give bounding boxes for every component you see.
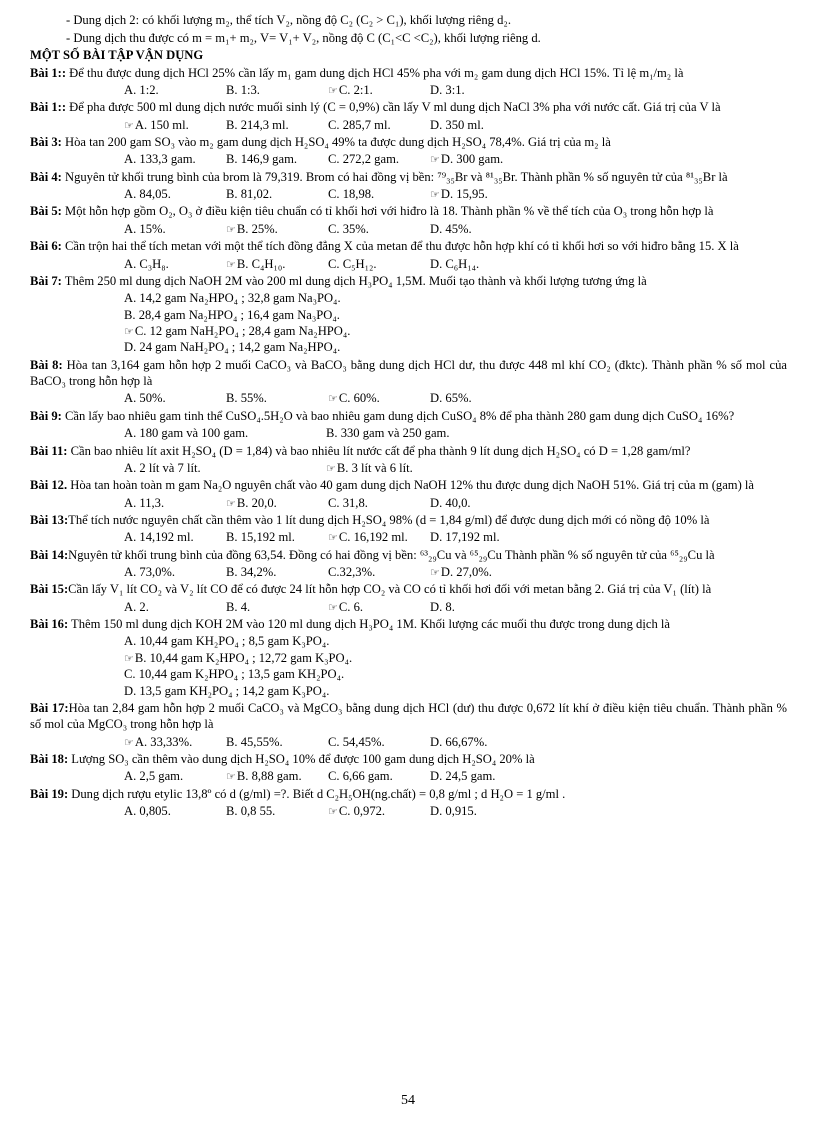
answer-option xyxy=(124,633,787,649)
pointing-hand-icon: ☞ xyxy=(226,258,236,271)
question xyxy=(30,477,787,493)
answer-option-text: D. 27,0%. xyxy=(440,565,492,580)
answer-options xyxy=(124,529,787,545)
question-text: Thêm 250 ml dung dịch NaOH 2M vào 200 ml dung dịch H₃PO₄ 1,5M. Muối tạo thành và khối lượng tương ứng là xyxy=(61,273,647,288)
question-label: Bài 19: xyxy=(30,786,69,801)
answer-option-text: A. 180 gam và 100 gam. xyxy=(124,426,249,441)
answer-option-text: A. 150 ml. xyxy=(134,117,189,132)
answer-option-text: C. 60%. xyxy=(338,391,380,406)
answer-option-text: B. 25%. xyxy=(236,221,278,236)
answer-options xyxy=(124,495,787,511)
answer-option xyxy=(430,564,532,580)
answer-option-text: B. 330 gam và 250 gam. xyxy=(326,426,450,441)
answer-option-text: D. 66,67%. xyxy=(430,734,488,749)
answer-option xyxy=(226,564,328,580)
answer-options xyxy=(124,803,787,819)
answer-option-text: D. 24 gam NaH₂PO₄ ; 14,2 gam Na₂HPO₄. xyxy=(124,340,341,355)
answer-options xyxy=(124,734,787,750)
answer-option xyxy=(124,290,787,306)
question xyxy=(30,134,787,150)
question xyxy=(30,99,787,115)
pointing-hand-icon: ☞ xyxy=(326,462,336,475)
question xyxy=(30,238,787,254)
question xyxy=(30,751,787,767)
answer-option xyxy=(226,221,328,237)
pointing-hand-icon: ☞ xyxy=(226,771,236,784)
answer-option-text: C. 12 gam NaH₂PO₄ ; 28,4 gam Na₂HPO₄. xyxy=(134,324,351,338)
question-label: Bài 9: xyxy=(30,408,62,423)
answer-option-text: A. C₃H₈. xyxy=(124,256,169,271)
answer-option-text: B. 4. xyxy=(226,599,251,614)
answer-option xyxy=(328,734,430,750)
answer-option xyxy=(124,425,326,441)
question xyxy=(30,203,787,219)
answer-option xyxy=(226,186,328,202)
answer-option-text: C. 16,192 ml. xyxy=(338,530,408,545)
question-label: Bài 12. xyxy=(30,478,68,493)
answer-option xyxy=(226,495,328,511)
answer-options xyxy=(124,460,787,476)
answer-option xyxy=(430,221,532,237)
answer-option-text: C. 0,972. xyxy=(338,804,386,819)
question xyxy=(30,581,787,597)
question-text: Thể tích nước nguyên chất cần thêm vào 1 lít dung dịch H₂SO₄ 98% (d = 1,84 g/ml) để được dung dịch mới có nồng độ 10% là xyxy=(68,512,710,527)
answer-option xyxy=(124,256,226,272)
answer-option xyxy=(124,666,787,682)
question-label: Bài 8: xyxy=(30,357,63,372)
answer-option-text: B. 8,88 gam. xyxy=(236,769,302,784)
answer-option xyxy=(328,117,430,133)
answer-option xyxy=(124,117,226,133)
answer-option-text: A. 14,192 ml. xyxy=(124,530,194,545)
answer-option xyxy=(226,151,328,167)
answer-option xyxy=(226,529,328,545)
question-label: Bài 11: xyxy=(30,443,68,458)
answer-option-text: C. 10,44 gam K₂HPO₄ ; 13,5 gam KH₂PO₄. xyxy=(124,667,345,682)
answer-option xyxy=(430,495,532,511)
answer-option-text: A. 15%. xyxy=(124,221,166,236)
pointing-hand-icon: ☞ xyxy=(430,154,440,167)
answer-option-text: B. 0,8 55. xyxy=(226,804,276,819)
question xyxy=(30,273,787,289)
answer-option-text: D. 350 ml. xyxy=(430,117,484,132)
question-text: Thêm 150 ml dung dịch KOH 2M vào 120 ml dung dịch H₃PO₄ 1M. Khối lượng các muối thu được trong dung dịch là xyxy=(68,617,670,632)
intro-line: - Dung dịch thu được có m = m₁+ m₂, V= V₁+ V₂, nồng độ C (C₁<C <C₂), khối lượng riêng d. xyxy=(66,30,541,45)
answer-option-text: D. 3:1. xyxy=(430,82,465,97)
pointing-hand-icon: ☞ xyxy=(124,652,134,665)
answer-option xyxy=(226,390,328,406)
answer-option xyxy=(226,734,328,750)
pointing-hand-icon: ☞ xyxy=(430,567,440,580)
answer-option xyxy=(328,256,430,272)
answer-option-text: D. 0,915. xyxy=(430,804,477,819)
answer-option-text: A. 11,3. xyxy=(124,495,165,510)
intro-list xyxy=(66,12,787,47)
answer-option-text: A. 73,0%. xyxy=(124,565,176,580)
answer-option xyxy=(226,256,328,272)
answer-option-text: C. 6,66 gam. xyxy=(328,769,393,784)
pointing-hand-icon: ☞ xyxy=(328,806,338,819)
answer-option-text: C. 2:1. xyxy=(338,82,373,97)
question-label: Bài 5: xyxy=(30,204,62,219)
answer-option xyxy=(124,564,226,580)
answer-option-text: D. 65%. xyxy=(430,391,472,406)
answer-option-text: C. 272,2 gam. xyxy=(328,152,400,167)
answer-option xyxy=(124,323,787,339)
answer-options xyxy=(124,390,787,406)
page-number: 54 xyxy=(401,1093,415,1108)
question-text: Hòa tan 3,164 gam hỗn hợp 2 muối CaCO₃ và BaCO₃ bằng dung dịch HCl dư, thu được 448 ml khí CO₂ (đktc). Thành phần % số mol của BaCO₃ trong hỗn hợp là xyxy=(30,357,787,389)
question-text: Nguyên tử khối trung bình của brom là 79,319. Brom có hai đồng vị bền: ⁷⁹₃₅Br và ⁸¹₃₅Br. Thành phần % số nguyên tử của ⁸¹₃₅Br là xyxy=(61,169,728,184)
answer-option-text: A. 84,05. xyxy=(124,187,171,202)
answer-options xyxy=(124,117,787,133)
answer-options xyxy=(124,256,787,272)
answer-option-text: B. 20,0. xyxy=(236,495,277,510)
answer-option-text: B. 34,2%. xyxy=(226,565,277,580)
answer-option-text: B. C₄H₁₀. xyxy=(236,256,286,271)
answer-option-text: D. 45%. xyxy=(430,221,472,236)
answer-option xyxy=(124,768,226,784)
answer-option xyxy=(328,390,430,406)
question-text: Cần bao nhiêu lít axit H₂SO₄ (D = 1,84) và bao nhiêu lít nước cất để pha thành 9 lít dung dịch H₂SO₄ có D = 1,28 gam/ml? xyxy=(67,443,691,458)
question xyxy=(30,547,787,563)
answer-option xyxy=(430,768,532,784)
answer-options xyxy=(124,633,787,698)
answer-option xyxy=(124,803,226,819)
answer-option-text: A. 133,3 gam. xyxy=(124,152,196,167)
answer-option xyxy=(124,529,226,545)
answer-options xyxy=(124,599,787,615)
answer-option xyxy=(226,768,328,784)
question xyxy=(30,357,787,390)
answer-option xyxy=(124,186,226,202)
answer-option-text: B. 81,02. xyxy=(226,187,273,202)
answer-options xyxy=(124,564,787,580)
pointing-hand-icon: ☞ xyxy=(124,736,134,749)
answer-option-text: A. 0,805. xyxy=(124,804,171,819)
answer-option xyxy=(226,599,328,615)
answer-option-text: B. 1:3. xyxy=(226,82,260,97)
question-text: Nguyên tử khối trung bình của đồng 63,54. Đồng có hai đồng vị bền: ⁶³₂₉Cu và ⁶⁵₂₉Cu Thành phần % số nguyên tử của ⁶⁵₂₉Cu là xyxy=(68,547,715,562)
answer-option xyxy=(124,221,226,237)
answer-option xyxy=(124,82,226,98)
answer-option-text: B. 214,3 ml. xyxy=(226,117,289,132)
answer-option-text: B. 15,192 ml. xyxy=(226,530,295,545)
pointing-hand-icon: ☞ xyxy=(430,189,440,202)
answer-option-text: B. 3 lít và 6 lít. xyxy=(336,460,413,475)
answer-options xyxy=(124,768,787,784)
answer-option-text: D. C₆H₁₄. xyxy=(430,256,480,271)
answer-option xyxy=(328,151,430,167)
question-text: Cần lấy V₁ lít CO₂ và V₂ lít CO để có được 24 lít hỗn hợp CO₂ và CO có tỉ khối hơi đối với metan bằng 2. Giá trị của V₁ (lít) là xyxy=(68,582,712,597)
answer-option xyxy=(226,117,328,133)
answer-option-text: C. C₅H₁₂. xyxy=(328,256,377,271)
answer-option xyxy=(430,599,532,615)
answer-option xyxy=(430,803,532,819)
question-label: Bài 7: xyxy=(30,273,62,288)
question-text: Hòa tan 200 gam SO₃ vào m₂ gam dung dịch H₂SO₄ 49% ta được dung dịch H₂SO₄ 78,4%. Giá trị của m₂ là xyxy=(61,135,611,150)
answer-option xyxy=(328,768,430,784)
answer-option xyxy=(124,460,326,476)
answer-option xyxy=(124,390,226,406)
answer-option-text: C.32,3%. xyxy=(328,565,376,580)
answer-option xyxy=(328,803,430,819)
answer-option-text: D. 8. xyxy=(430,599,455,614)
answer-options xyxy=(124,82,787,98)
answer-option-text: D. 300 gam. xyxy=(440,152,504,167)
answer-option-text: B. 45,55%. xyxy=(226,734,283,749)
question-text: Cần lấy bao nhiêu gam tinh thể CuSO₄.5H₂O và bao nhiêu gam dung dịch CuSO₄ 8% để pha thành 280 gam dung dịch CuSO₄ 16%? xyxy=(61,408,735,423)
question xyxy=(30,169,787,185)
answer-option xyxy=(124,683,787,699)
question-text: Dung dịch rượu etylic 13,8º có d (g/ml) =?. Biết d C₂H₅OH(ng.chất) = 0,8 g/ml ; d H₂O = 1 g/ml . xyxy=(68,786,566,801)
answer-option-text: C. 18,98. xyxy=(328,187,375,202)
answer-option-text: B. 55%. xyxy=(226,391,267,406)
answer-option-text: D. 40,0. xyxy=(430,495,471,510)
intro-line: - Dung dịch 2: có khối lượng m₂, thể tích V₂, nồng độ C₂ (C₂ > C₁), khối lượng riêng d₂. xyxy=(66,13,511,27)
question-label: Bài 13: xyxy=(30,512,69,527)
question xyxy=(30,512,787,528)
question-text: Lượng SO₃ cần thêm vào dung dịch H₂SO₄ 10% để được 100 gam dung dịch H₂SO₄ 20% là xyxy=(68,751,535,766)
answer-option-text: C. 6. xyxy=(338,599,364,614)
pointing-hand-icon: ☞ xyxy=(124,119,134,132)
answer-option xyxy=(430,82,532,98)
question xyxy=(30,65,787,81)
answer-option xyxy=(328,186,430,202)
answer-option xyxy=(430,151,532,167)
question-text: Hòa tan hoàn toàn m gam Na₂O nguyên chất vào 40 gam dung dịch NaOH 12% thu được dung dịch NaOH 51%. Giá trị của m (gam) là xyxy=(67,478,755,493)
answer-option xyxy=(124,307,787,323)
section-heading: MỘT SỐ BÀI TẬP VẬN DỤNG xyxy=(30,48,204,63)
answer-option-text: A. 2. xyxy=(124,599,149,614)
answer-option-text: B. 10,44 gam K₂HPO₄ ; 12,72 gam K₃PO₄. xyxy=(134,650,353,665)
answer-options xyxy=(124,290,787,355)
question-text: Một hỗn hợp gồm O₂, O₃ ở điều kiện tiêu chuẩn có tỉ khối hơi với hiđro là 18. Thành phần % về thể tích của O₃ trong hỗn hợp là xyxy=(61,204,714,219)
answer-option xyxy=(124,599,226,615)
answer-option-text: A. 1:2. xyxy=(124,82,159,97)
question xyxy=(30,616,787,632)
answer-option xyxy=(124,650,787,666)
answer-option xyxy=(226,803,328,819)
answer-option-text: A. 2 lít và 7 lít. xyxy=(124,460,201,475)
answer-option-text: C. 285,7 ml. xyxy=(328,117,391,132)
answer-option-text: C. 35%. xyxy=(328,221,369,236)
question-label: Bài 4: xyxy=(30,169,62,184)
answer-option-text: B. 28,4 gam Na₂HPO₄ ; 16,4 gam Na₃PO₄. xyxy=(124,307,340,322)
answer-options xyxy=(124,425,787,441)
question-text: Để pha được 500 ml dung dịch nước muối sinh lý (C = 0,9%) cần lấy V ml dung dịch NaCl 3% pha với nước cất. Giá trị của V là xyxy=(66,100,721,115)
pointing-hand-icon: ☞ xyxy=(124,326,134,338)
answer-option xyxy=(430,734,532,750)
document-page xyxy=(30,12,787,820)
answer-option-text: A. 14,2 gam Na₂HPO₄ ; 32,8 gam Na₃PO₄. xyxy=(124,291,341,306)
answer-option xyxy=(430,256,532,272)
answer-option-text: D. 17,192 ml. xyxy=(430,530,500,545)
answer-option xyxy=(430,186,532,202)
pointing-hand-icon: ☞ xyxy=(328,393,338,406)
pointing-hand-icon: ☞ xyxy=(328,532,338,545)
answer-option xyxy=(328,82,430,98)
answer-option xyxy=(124,339,787,355)
question-label: Bài 18: xyxy=(30,751,69,766)
answer-option xyxy=(326,425,528,441)
answer-option xyxy=(430,529,532,545)
answer-option xyxy=(326,460,528,476)
question xyxy=(30,700,787,733)
question-label: Bài 17: xyxy=(30,700,69,715)
question-list xyxy=(30,65,787,820)
answer-option xyxy=(328,529,430,545)
question-label: Bài 15: xyxy=(30,582,69,597)
answer-options xyxy=(124,221,787,237)
question-label: Bài 6: xyxy=(30,239,62,254)
answer-option xyxy=(328,564,430,580)
answer-option-text: D. 24,5 gam. xyxy=(430,769,496,784)
answer-option-text: C. 31,8. xyxy=(328,495,368,510)
question xyxy=(30,443,787,459)
answer-option xyxy=(124,495,226,511)
answer-option xyxy=(430,117,532,133)
answer-option-text: C. 54,45%. xyxy=(328,734,385,749)
question-text: Để thu được dung dịch HCl 25% cần lấy m₁ gam dung dịch HCl 45% pha với m₂ gam dung dịch HCl 15%. Tỉ lệ m₁/m₂ là xyxy=(66,65,684,80)
question xyxy=(30,786,787,802)
question-label: Bài 1:: xyxy=(30,65,67,80)
answer-option xyxy=(430,390,532,406)
answer-option xyxy=(124,734,226,750)
answer-option-text: B. 146,9 gam. xyxy=(226,152,298,167)
pointing-hand-icon: ☞ xyxy=(226,497,236,510)
question-label: Bài 3: xyxy=(30,135,62,150)
question-label: Bài 16: xyxy=(30,617,69,632)
question-text: Hòa tan 2,84 gam hỗn hợp 2 muối CaCO₃ và MgCO₃ bằng dung dịch HCl (dư) thu được 0,672 lít khí ở điều kiện tiêu chuẩn. Thành phần % số mol của MgCO₃ trong hỗn hợp là xyxy=(30,700,787,732)
answer-option xyxy=(328,599,430,615)
answer-option-text: A. 50%. xyxy=(124,391,166,406)
question-label: Bài 14: xyxy=(30,547,69,562)
question xyxy=(30,408,787,424)
question-label: Bài 1:: xyxy=(30,100,67,115)
answer-options xyxy=(124,151,787,167)
answer-option-text: D. 13,5 gam KH₂PO₄ ; 14,2 gam K₃PO₄. xyxy=(124,683,330,698)
answer-option xyxy=(328,221,430,237)
question-text: Cần trộn hai thể tích metan với một thể tích đồng đẳng X của metan để thu được hỗn hợp khí có tỉ khối hơi so với hiđro bằng 15. X là xyxy=(61,239,739,254)
pointing-hand-icon: ☞ xyxy=(226,223,236,236)
answer-option-text: A. 33,33%. xyxy=(134,734,193,749)
answer-options xyxy=(124,186,787,202)
pointing-hand-icon: ☞ xyxy=(328,601,338,614)
pointing-hand-icon: ☞ xyxy=(328,84,338,97)
answer-option xyxy=(226,82,328,98)
answer-option-text: A. 2,5 gam. xyxy=(124,769,184,784)
answer-option xyxy=(124,151,226,167)
answer-option-text: A. 10,44 gam KH₂PO₄ ; 8,5 gam K₃PO₄. xyxy=(124,634,330,649)
answer-option-text: D. 15,95. xyxy=(440,187,488,202)
answer-option xyxy=(328,495,430,511)
